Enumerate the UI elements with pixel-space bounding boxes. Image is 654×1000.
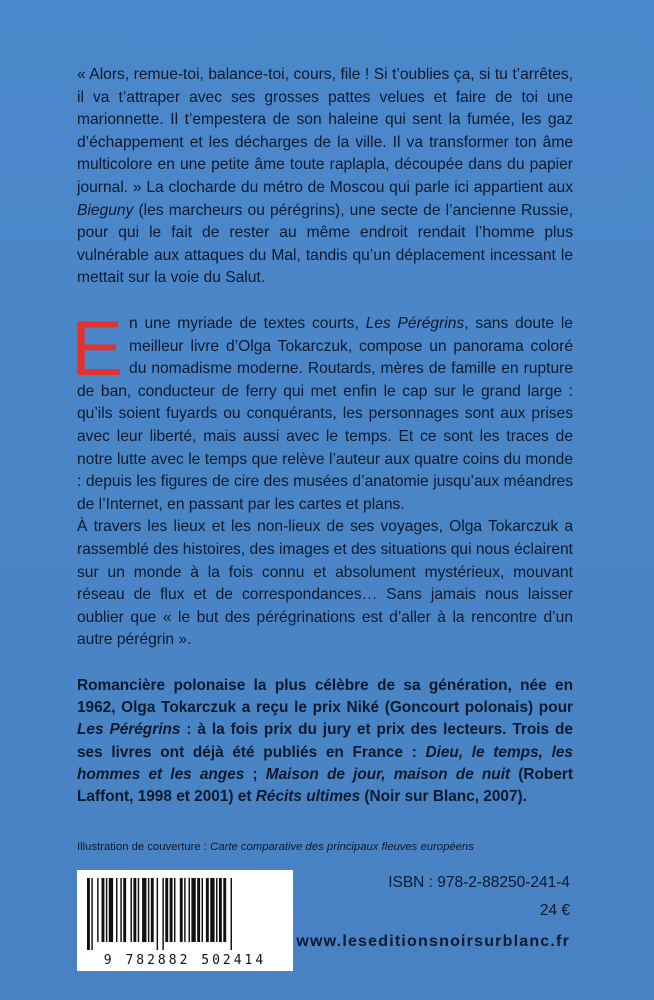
bio-text-d: (Robert Laffont, 1998 et 2001) et: [77, 765, 574, 806]
barcode-bar: [197, 878, 200, 942]
barcode-bars: [83, 878, 287, 950]
barcode-bar: [109, 878, 113, 942]
barcode-bar: [189, 878, 190, 942]
barcode-bar: [157, 878, 158, 950]
barcode-bar: [206, 878, 209, 942]
summary-paragraph-1: [71, 304, 573, 516]
barcode-bar: [231, 878, 232, 950]
barcode-bar: [180, 878, 183, 942]
barcode-bar: [170, 878, 173, 942]
barcode-bar: [87, 878, 90, 950]
barcode-bar: [102, 878, 105, 942]
barcode-bar: [174, 878, 175, 942]
barcode-bar: [97, 878, 98, 942]
quote-text-1: « Alors, remue-toi, balance-toi, cours, file ! Si t’oublies ça, si tu t’arrêtes, il va t’attraper avec ses grosses pattes velues et faire de toi une marionnette. Il t’empestera de son haleine qui sent la fumée, les gaz d’échappement et les décharges de la ville. Il va transformer ton âme multicolore en une petite âme toute raplapla, découpée dans du papier journal. » La clocharde du métro de Moscou qui parle ici appartient aux: [77, 66, 573, 196]
barcode-bar: [133, 878, 136, 942]
bio-text-a: Romancière polonaise la plus célèbre de sa génération, née en 1962, Olga Tokarczuk a reçu le prix Niké (Goncourt polonais) pour: [77, 677, 573, 717]
barcode-bar: [91, 878, 92, 950]
cover-illustration-credit: [77, 841, 474, 853]
bio-paragraph: [77, 675, 573, 808]
bio-title-1: Les Pérégrins: [77, 721, 181, 739]
barcode-bar: [210, 878, 214, 942]
barcode-bar: [120, 878, 121, 942]
opening-quote: [77, 64, 573, 290]
isbn: ISBN : 978-2-88250-241-4: [388, 874, 570, 891]
illustration-title: Carte comparative des principaux fleuves européens: [210, 841, 474, 853]
barcode-bar: [165, 878, 168, 942]
barcode-bar: [219, 878, 222, 942]
bio-text-e: (Noir sur Blanc, 2007).: [360, 788, 527, 806]
barcode-bar: [191, 878, 195, 942]
quote-paragraph: [77, 64, 573, 290]
barcode-bar: [142, 878, 146, 942]
barcode-bar: [151, 878, 154, 942]
book-title: Les Pérégrins: [365, 315, 465, 332]
author-bio: [77, 675, 573, 808]
barcode-digits: 9 782882 502414: [103, 953, 267, 968]
bio-title-4: Récits ultimes: [255, 788, 361, 806]
barcode-bar: [216, 878, 217, 942]
barcode-bar: [162, 878, 163, 950]
barcode-bar: [131, 878, 132, 942]
barcode-bar: [138, 878, 139, 942]
bio-text-c: ;: [244, 765, 266, 783]
bio-title-3: Maison de jour, maison de nuit: [265, 765, 511, 783]
barcode-bar: [123, 878, 126, 942]
barcode-bar: [148, 878, 149, 942]
summary-paragraph-2: À travers les lieux et les non-lieux de ses voyages, Olga Tokarczuk a rassemblé des histoires, des images et des situations qui nous éclairent sur un monde à la fois connu et absolument mystérieux, mouvant réseau de flux et de correspondances… Sans jamais nous laisser oublier que « le but des pérégrinations est d’aller à la rencontre d’un autre pérégrin ».: [77, 518, 573, 649]
barcode: [77, 870, 293, 971]
barcode-bar: [116, 878, 117, 942]
bio-title-2: Dieu, le temps, les hommes et les anges: [77, 743, 573, 783]
publisher-website: www.leseditionsnoirsurblanc.fr: [296, 933, 570, 950]
summary-text-1a: n une myriade de textes courts,: [129, 315, 366, 332]
barcode-bar: [223, 878, 226, 942]
quote-term-bieguny: Bieguny: [77, 201, 134, 219]
barcode-bar: [106, 878, 107, 942]
illustration-label: Illustration de couverture :: [77, 841, 211, 853]
quote-text-2: (les marcheurs ou pérégrins), une secte de l’ancienne Russie, pour qui le fait de rester au même endroit rendait l’homme plus vulnérable aux attaques du Mal, tandis qu’un déplacement incessant le mettait sur la voie du Salut.: [77, 201, 573, 287]
barcode-bar: [202, 878, 203, 942]
drop-cap: E: [71, 304, 124, 392]
barcode-bar: [184, 878, 185, 942]
summary-text: [71, 304, 573, 652]
price: 24 €: [539, 902, 570, 919]
bio-text-b: : à la fois prix du jury et prix des lecteurs. Trois de ses livres ont déjà été publiés en France :: [77, 721, 573, 761]
summary-text-1b: , sans doute le meilleur livre d’Olga Tokarczuk, compose un panorama coloré du nomadisme moderne. Routards, mères de famille en rupture de ban, conducteur de ferry qui met enfin le cap sur le grand large : qu’ils soient fuyards ou conquérants, les personnages sont aux prises avec leur liberté, mais aussi avec le temps. Et ce sont les traces de notre lutte avec le temps que relève l’auteur aux quatre coins du monde : depuis les figures de cire des musées d’anatomie jusqu’aux méandres de l’Internet, en passant par les cartes et plans.: [77, 315, 573, 513]
